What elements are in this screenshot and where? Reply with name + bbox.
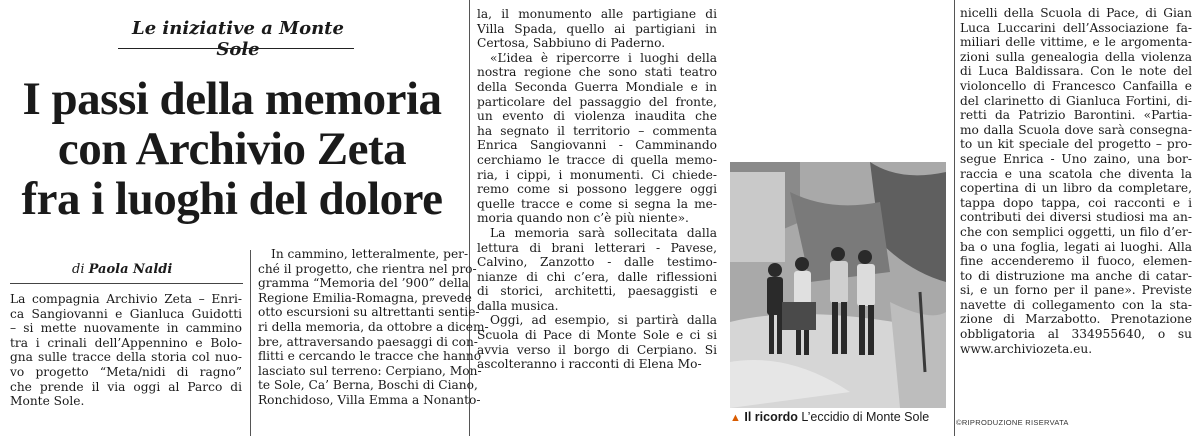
- text-line: segue Enrica - Uno zaino, una bor-: [960, 151, 1192, 166]
- headline-line-3: fra i luoghi del dolore: [21, 173, 443, 225]
- article-column-1: [10, 292, 242, 409]
- headline-line-1: I passi della memoria: [22, 73, 442, 125]
- text-line: ca Sangiovanni e Gianluca Guidotti: [10, 306, 242, 321]
- text-line: ria, i cippi, i monumenti. Ci chiede-: [477, 167, 717, 182]
- byline: [72, 262, 172, 277]
- copyright-notice: ©RIPRODUZIONE RISERVATA: [956, 418, 1069, 427]
- text-line: La memoria sarà sollecitata dalla: [490, 225, 717, 240]
- paragraph: [960, 6, 1192, 356]
- text-line: che prende il via oggi al Parco di: [10, 379, 242, 394]
- text-line: to di distruzione ma anche di catar-: [960, 268, 1192, 283]
- text-line: nostra regione che sono stati teatro: [477, 65, 717, 80]
- article-column-2: [258, 247, 489, 408]
- byline-rule: [10, 283, 243, 284]
- text-line: ha segnato il territorio – commenta: [477, 123, 717, 138]
- text-line: fine accenderemo il fuoco, elemen-: [960, 254, 1192, 269]
- byline-author: Paola Naldi: [88, 262, 173, 277]
- column-divider-3: [250, 250, 251, 436]
- text-line: nianze di chi c’era, dalle riflessioni: [477, 269, 717, 284]
- text-line: vo progetto “Meta/nidi di ragno”: [10, 364, 242, 379]
- kicker-rule: [118, 48, 354, 49]
- text-line: zioni sulla genealogia della violenza: [960, 49, 1192, 64]
- text-line: zione di Marzabotto. Prenotazione: [960, 312, 1192, 327]
- text-line: Monte Sole.: [10, 394, 85, 409]
- text-line: dalla musica.: [477, 298, 559, 313]
- text-line: retti da Patrizio Barontini. «Partia-: [960, 108, 1192, 123]
- text-line: Oggi, ad esempio, si partirà dalla: [490, 313, 717, 328]
- kicker: Le iniziative a Monte Sole: [132, 18, 344, 60]
- paragraph: [477, 313, 717, 371]
- text-line: di storici, architetti, paesaggisti e: [477, 284, 717, 299]
- text-line: lasciato sul terreno: Cerpiano, Mon-: [258, 363, 482, 378]
- caption-label: Il ricordo: [744, 410, 798, 424]
- text-line: Enrica Sangiovanni - Camminando: [477, 138, 717, 153]
- text-line: – si mette nuovamente in cammino: [10, 321, 242, 336]
- text-line: copertina di un libro da completare,: [960, 181, 1192, 196]
- text-line: di Luca Baldissara. Con le note del: [960, 64, 1192, 79]
- text-line: la, il monumento alle partigiane di: [477, 7, 717, 21]
- photo-caption: [730, 410, 929, 424]
- text-line: obbligatoria al 334955640, o su: [960, 327, 1192, 342]
- text-line: remo come si possono leggere oggi: [477, 182, 717, 197]
- text-line: raccia e una scatola che diventa la: [960, 166, 1192, 181]
- paragraph: [10, 292, 242, 409]
- text-line: bre, attraversando paesaggi di con-: [258, 334, 478, 349]
- text-line: tra i crinali dell’Appennino e Bolo-: [10, 335, 242, 350]
- text-line: che con semplici oggetti, un filo d’er-: [960, 224, 1192, 239]
- text-line: della Seconda Guerra Mondiale e in: [477, 79, 717, 94]
- text-line: La compagnia Archivio Zeta – Enri-: [10, 292, 242, 306]
- text-line: contributi dei diversi studiosi ma an-: [960, 210, 1192, 225]
- text-line: si, e un forno per il pane». Previste: [960, 283, 1192, 298]
- paragraph: [258, 247, 489, 408]
- article-column-4: [960, 6, 1192, 356]
- text-line: particolare del passaggio del fronte,: [477, 94, 717, 109]
- text-line: navette di collegamento con la sta-: [960, 297, 1192, 312]
- paragraph: [477, 51, 717, 226]
- text-line: tappa dopo tappa, coi racconti e i: [960, 195, 1192, 210]
- column-divider-2: [954, 0, 955, 436]
- text-line: flitti e cercando le tracce che hanno: [258, 349, 482, 364]
- text-line: quelle tracce e come si segna la me-: [477, 196, 717, 211]
- caption-triangle-icon: ▲: [730, 412, 741, 424]
- text-line: nicelli della Scuola di Pace, di Gian: [960, 6, 1192, 20]
- text-line: ri della memoria, da ottobre a dicem-: [258, 319, 489, 334]
- text-line: cerchiamo le tracce di quella memo-: [477, 152, 717, 167]
- text-line: ascolteranno i racconti di Elena Mo-: [477, 357, 702, 372]
- text-line: Calvino, Zanzotto - dalle testimo-: [477, 255, 717, 270]
- text-line: otto escursioni su altrettanti sentie-: [258, 305, 480, 320]
- photo-illustration: [730, 162, 946, 408]
- paragraph: [477, 226, 717, 314]
- headline-line-2: con Archivio Zeta: [57, 123, 407, 175]
- text-line: del clarinetto di Gianluca Fortini, di-: [960, 93, 1192, 108]
- photo-monte-sole: [730, 162, 946, 408]
- text-line: «L’idea è ripercorre i luoghi della: [490, 50, 717, 65]
- headline: [12, 74, 452, 224]
- text-line: www.archiviozeta.eu.: [960, 341, 1093, 356]
- text-line: mo dalla Scuola dove sarà consegna-: [960, 122, 1192, 137]
- text-line: In cammino, letteralmente, per-: [271, 247, 469, 261]
- text-line: Luca Luccarini dell’Associazione fa-: [960, 20, 1192, 35]
- text-line: moria quando non c’è più niente».: [477, 211, 689, 226]
- text-line: miliari delle vittime, e le argomenta-: [960, 35, 1192, 50]
- paragraph: [477, 7, 717, 51]
- text-line: lettura di brani letterari - Pavese,: [477, 240, 717, 255]
- text-line: Certosa, Sabbiuno di Paderno.: [477, 36, 666, 51]
- caption-text: L’eccidio di Monte Sole: [801, 410, 930, 424]
- text-line: gna sulle tracce della storia col nuo-: [10, 350, 242, 365]
- text-line: Ronchidoso, Villa Emma a Nonanto-: [258, 392, 481, 407]
- article-column-3: [477, 7, 717, 372]
- text-line: ba o una foglia, legati ai luoghi. Alla: [960, 239, 1192, 254]
- text-line: to un kit speciale del progetto – pro-: [960, 137, 1192, 152]
- text-line: te Sole, Ca’ Berna, Boschi di Ciano,: [258, 378, 478, 393]
- text-line: Villa Spada, quello ai partigiani in: [477, 21, 717, 36]
- text-line: gramma “Memoria del ’900” della: [258, 276, 469, 291]
- text-line: Regione Emilia-Romagna, prevede: [258, 290, 472, 305]
- text-line: Scuola di Pace di Monte Sole e ci si: [477, 328, 717, 343]
- text-line: avvia verso il borgo di Cerpiano. Si: [477, 342, 717, 357]
- byline-prefix: di: [72, 262, 85, 277]
- text-line: violoncello di Francesco Canfailla e: [960, 78, 1192, 93]
- text-line: ché il progetto, che rientra nel pro-: [258, 261, 477, 276]
- text-line: un evento di violenza inaudita che: [477, 109, 717, 124]
